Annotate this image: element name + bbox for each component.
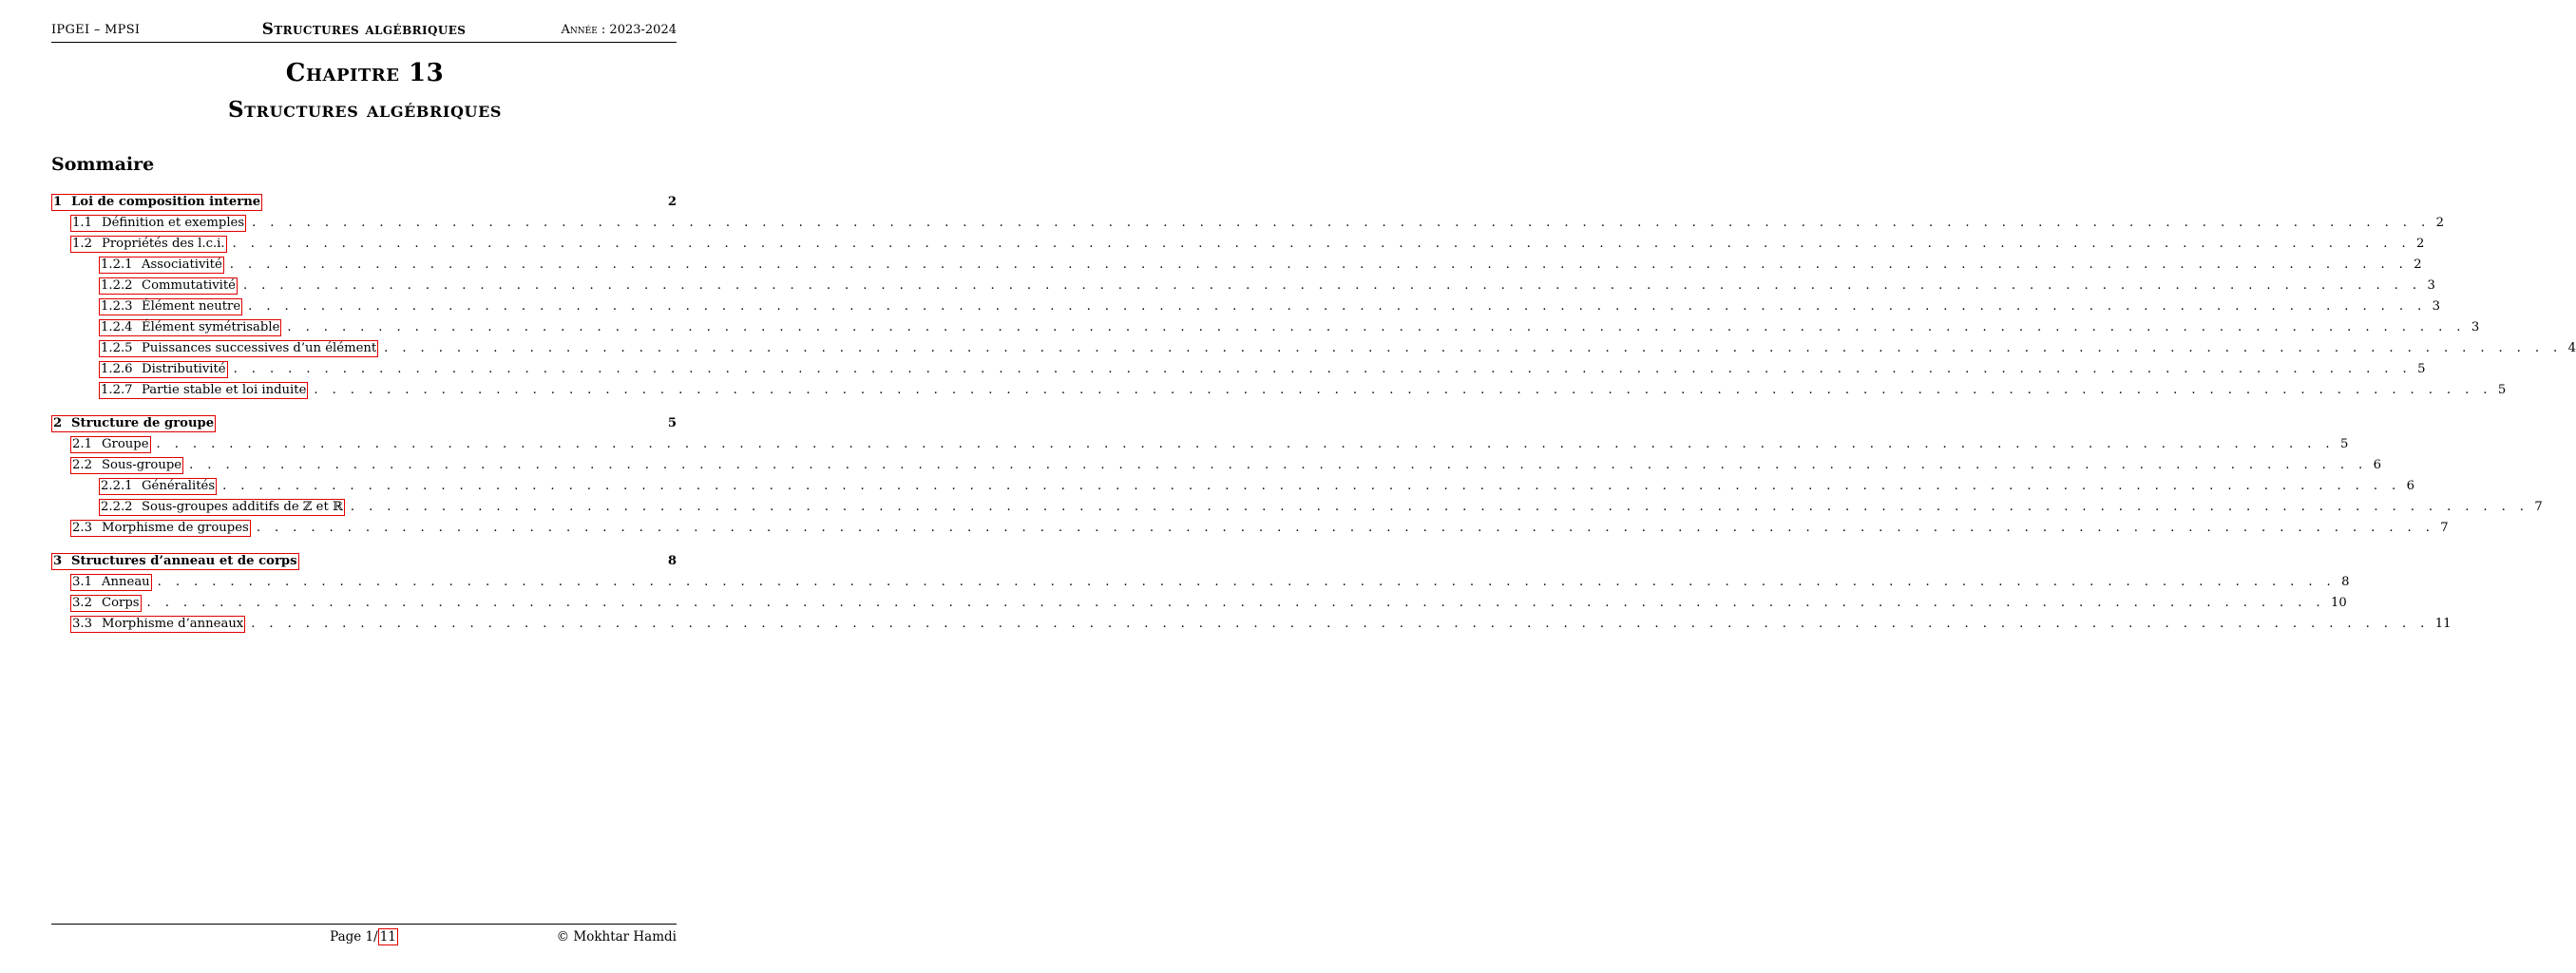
toc-entry-title: Élément neutre (142, 299, 241, 314)
toc-entry-title: Distributivité (142, 362, 226, 376)
toc-section-link[interactable] (51, 553, 299, 570)
page-prefix: Page 1/ (330, 929, 378, 944)
toc-section-row (51, 552, 677, 571)
copyright: © Mokhtar Hamdi (556, 929, 677, 944)
toc-entry-row (51, 498, 2543, 517)
toc-leader-dots: . . . . . . . . . . . . . . . . . . . . . . . . . . . . . . . . . . . . . . . . . . . . . . . . . . . . . . . . . . . . . . . . . . . . . . . . . . . . . . . . . . . . . . . . . . . . . . . . . . . . . . . . . . . . . . . . . . . . . . . . (146, 596, 2326, 610)
toc-entry-number: 2.3 (72, 521, 92, 535)
toc-entry-title: Corps (102, 596, 140, 610)
toc-entry-number: 1.1 (72, 216, 92, 230)
toc-entry-row (51, 477, 2414, 496)
toc-entry-number: 1.2.5 (101, 341, 133, 355)
toc-entry-row (51, 594, 2347, 613)
toc-entry-link[interactable] (99, 499, 345, 516)
toc-entry-number: 2.1 (72, 437, 92, 451)
toc-entry-title: Définition et exemples (102, 216, 245, 230)
total-pages-link[interactable]: 11 (379, 929, 396, 944)
toc-entry-row (51, 435, 2349, 454)
toc-entry-page: 7 (2534, 500, 2543, 514)
toc-entry-page: 6 (2373, 458, 2381, 472)
toc-section-page: 8 (667, 554, 677, 568)
toc-entry-page: 7 (2440, 521, 2449, 535)
toc-section-row (51, 193, 677, 212)
toc-entry-title: Morphisme d’anneaux (102, 617, 244, 631)
toc-entry-number: 1.2.1 (101, 258, 133, 272)
toc-section-title: Structure de groupe (71, 416, 215, 430)
toc-entry-row (51, 360, 2426, 379)
toc-entry-link[interactable] (99, 478, 217, 495)
toc-leader-dots: . . . . . . . . . . . . . . . . . . . . . . . . . . . . . . . . . . . . . . . . . . . . . . . . . . . . . . . . . . . . . . . . . . . . . . . . . . . . . . . . . . . . . . . . . . . . . . . . . . . . . . . . . . . . . . . . . . . . . . . . (229, 258, 2409, 272)
header-year-value: : 2023-2024 (601, 23, 677, 37)
chapter-title: Structures algébriques (227, 97, 503, 123)
toc-entry-number: 2.2.1 (101, 479, 133, 493)
header-year-label: Année (561, 23, 598, 37)
toc-entry-number: 1.2.7 (101, 383, 133, 397)
toc-leader-dots: . . . . . . . . . . . . . . . . . . . . . . . . . . . . . . . . . . . . . . . . . . . . . . . . . . . . . . . . . . . . . . . . . . . . . . . . . . . . . . . . . . . . . . . . . . . . . . . . . . . . . . . . . . . . . . . . . . . . . . . . (252, 216, 2431, 230)
toc-entry-row (51, 214, 2444, 233)
toc-leader-dots: . . . . . . . . . . . . . . . . . . . . . . . . . . . . . . . . . . . . . . . . . . . . . . . . . . . . . . . . . . . . . . . . . . . . . . . . . . . . . . . . . . . . . . . . . . . . . . . . . . . . . . . . . . . . . . . . . . . . . . . . (157, 575, 2337, 589)
toc-entry-page: 10 (2331, 596, 2347, 610)
toc-section-link[interactable] (51, 415, 216, 432)
toc-entry-link[interactable] (99, 382, 308, 399)
toc-entry-link[interactable] (99, 277, 238, 295)
toc-entry-title: Anneau (102, 575, 150, 589)
toc-entry-page: 3 (2432, 299, 2441, 314)
toc-leader-dots: . . . . . . . . . . . . . . . . . . . . . . . . . . . . . . . . . . . . . . . . . . . . . . . . . . . . . . . . . . . . . . . . . . . . . . . . . . . . . . . . . . . . . . . . . . . . . . . . . . . . . . . . . . . . . . . . . . . . . . . . (242, 278, 2422, 293)
toc-entry-title: Associativité (142, 258, 222, 272)
toc-entry-number: 1.2.2 (101, 278, 133, 293)
toc-entry-row (51, 519, 2449, 538)
toc-section-link[interactable] (51, 194, 262, 211)
toc-entry-title: Commutativité (142, 278, 236, 293)
toc-entry-link[interactable] (70, 520, 251, 537)
toc-entry-page: 2 (2435, 216, 2444, 230)
toc-entry-link[interactable] (70, 595, 142, 612)
toc-leader-dots: . . . . . . . . . . . . . . . . . . . . . . . . . . . . . . . . . . . . . . . . . . . . . . . . . . . . . . . . . . . . . . . . . . . . . . . . . . . . . . . . . . . . . . . . . . . . . . . . . . . . . . . . . . . . . . . . . . . . . . . . (384, 341, 2563, 355)
toc-entry-page: 3 (2427, 278, 2435, 293)
toc-leader-dots: . . . . . . . . . . . . . . . . . . . . . . . . . . . . . . . . . . . . . . . . . . . . . . . . . . . . . . . . . . . . . . . . . . . . . . . . . . . . . . . . . . . . . . . . . . . . . . . . . . . . . . . . . . . . . . . . . . . . . . . . (314, 383, 2492, 397)
toc-entry-title: Puissances successives d’un élément (142, 341, 377, 355)
toc-leader-dots: . . . . . . . . . . . . . . . . . . . . . . . . . . . . . . . . . . . . . . . . . . . . . . . . . . . . . . . . . . . . . . . . . . . . . . . . . . . . . . . . . . . . . . . . . . . . . . . . . . . . . . . . . . . . . . . . . . . . . . . . (189, 458, 2368, 472)
toc-leader-dots: . . . . . . . . . . . . . . . . . . . . . . . . . . . . . . . . . . . . . . . . . . . . . . . . . . . . . . . . . . . . . . . . . . . . . . . . . . . . . . . . . . . . . . . . . . . . . . . . . . . . . . . . . . . . . . . . . . . . . . . . (256, 521, 2435, 535)
toc-entry-number: 2.2 (72, 458, 92, 472)
toc-entry-row (51, 339, 2576, 358)
toc-entry-row (51, 256, 2422, 275)
toc-entry-row (51, 318, 2480, 337)
toc-entry-title: Élément symétrisable (142, 320, 280, 334)
toc-entry-number: 3.2 (72, 596, 92, 610)
toc-entry-row (51, 573, 2350, 592)
toc-entry-link[interactable] (99, 257, 224, 274)
toc-entry-number: 1.2.6 (101, 362, 133, 376)
toc-entry-title: Généralités (142, 479, 216, 493)
toc-entry-page: 11 (2434, 617, 2452, 631)
toc-section-page: 5 (667, 416, 677, 430)
header-title: Structures algébriques (261, 20, 467, 39)
toc-section-title: Structures d’anneau et de corps (71, 554, 297, 568)
toc-entry-link[interactable] (70, 436, 151, 453)
toc-entry-row (51, 381, 2507, 400)
toc-entry-page: 5 (2497, 383, 2507, 397)
toc-leader-dots: . . . . . . . . . . . . . . . . . . . . . . . . . . . . . . . . . . . . . . . . . . . . . . . . . . . . . . . . . . . . . . . . . . . . . . . . . . . . . . . . . . . . . . . . . . . . . . . . . . . . . . . . . . . . . . . . . . . . . . . . (156, 437, 2335, 451)
toc-leader-dots: . . . . . . . . . . . . . . . . . . . . . . . . . . . . . . . . . . . . . . . . . . . . . . . . . . . . . . . . . . . . . . . . . . . . . . . . . . . . . . . . . . . . . . . . . . . . . . . . . . . . . . . . . . . . . . . . . . . . . . . . (233, 362, 2413, 376)
page-footer (51, 924, 677, 953)
toc-leader-dots: . . . . . . . . . . . . . . . . . . . . . . . . . . . . . . . . . . . . . . . . . . . . . . . . . . . . . . . . . . . . . . . . . . . . . . . . . . . . . . . . . . . . . . . . . . . . . . . . . . . . . . . . . . . . . . . . . . . . . . . . (251, 617, 2430, 631)
toc-entry-link[interactable] (99, 340, 378, 357)
toc-entry-number: 1.2.3 (101, 299, 133, 314)
toc-section-row (51, 414, 677, 433)
toc-entry-number: 1.2 (72, 237, 92, 251)
toc-entry-link[interactable] (99, 298, 242, 315)
toc-section-title: Loi de composition interne (71, 195, 261, 209)
toc-entry-page: 8 (2341, 575, 2350, 589)
toc-entry-page: 5 (2340, 437, 2349, 451)
toc-entry-title: Sous-groupe (102, 458, 182, 472)
toc-leader-dots: . . . . . . . . . . . . . . . . . . . . . . . . . . . . . . . . . . . . . . . . . . . . . . . . . . . . . . . . . . . . . . . . . . . . . . . . . . . . . . . . . . . . . . . . . . . . . . . . . . . . . . . . . . . . . . . . . . . . . . . . (350, 500, 2529, 514)
toc-entry-page: 3 (2471, 320, 2480, 334)
toc-entry-page: 2 (2416, 237, 2425, 251)
chapter-number: Chapitre 13 (285, 59, 445, 87)
toc-entry-number: 3.3 (72, 617, 92, 631)
summary-heading: Sommaire (51, 154, 155, 175)
toc-entry-link[interactable] (99, 361, 228, 378)
toc-section-number: 1 (53, 195, 63, 209)
toc-entry-link[interactable] (70, 215, 246, 232)
toc-entry-number: 3.1 (72, 575, 92, 589)
toc-entry-page: 5 (2417, 362, 2426, 376)
toc-entry-number: 2.2.2 (101, 500, 133, 514)
toc-entry-title: Partie stable et loi induite (142, 383, 307, 397)
toc-entry-link[interactable] (70, 574, 152, 591)
toc-entry-page: 2 (2414, 258, 2422, 272)
header-year (562, 23, 677, 37)
toc-leader-dots: . . . . . . . . . . . . . . . . . . . . . . . . . . . . . . . . . . . . . . . . . . . . . . . . . . . . . . . . . . . . . . . . . . . . . . . . . . . . . . . . . . . . . . . . . . . . . . . . . . . . . . . . . . . . . . . . . . . . . . . . (287, 320, 2466, 334)
toc-entry-number: 1.2.4 (101, 320, 133, 334)
toc-entry-title: Propriétés des l.c.i. (102, 237, 225, 251)
toc-leader-dots: . . . . . . . . . . . . . . . . . . . . . . . . . . . . . . . . . . . . . . . . . . . . . . . . . . . . . . . . . . . . . . . . . . . . . . . . . . . . . . . . . . . . . . . . . . . . . . . . . . . . . . . . . . . . . . . . . . . . . . . . (232, 237, 2412, 251)
toc-entry-row (51, 297, 2441, 316)
toc-entry-page: 4 (2567, 341, 2576, 355)
toc-entry-row (51, 615, 2452, 634)
toc-entry-link[interactable] (70, 457, 183, 474)
toc-entry-title: Groupe (102, 437, 149, 451)
toc-section-page: 2 (667, 195, 677, 209)
header-institution: IPGEI – MPSI (51, 23, 141, 37)
toc-entry-title: Sous-groupes additifs de ℤ et ℝ (142, 500, 343, 514)
toc-section-number: 3 (53, 554, 63, 568)
toc-leader-dots: . . . . . . . . . . . . . . . . . . . . . . . . . . . . . . . . . . . . . . . . . . . . . . . . . . . . . . . . . . . . . . . . . . . . . . . . . . . . . . . . . . . . . . . . . . . . . . . . . . . . . . . . . . . . . . . . . . . . . . . . (248, 299, 2427, 314)
toc-leader-dots: . . . . . . . . . . . . . . . . . . . . . . . . . . . . . . . . . . . . . . . . . . . . . . . . . . . . . . . . . . . . . . . . . . . . . . . . . . . . . . . . . . . . . . . . . . . . . . . . . . . . . . . . . . . . . . . . . . . . . . . . (222, 479, 2401, 493)
toc-entry-row (51, 456, 2381, 475)
toc-section-number: 2 (53, 416, 63, 430)
toc-entry-title: Morphisme de groupes (102, 521, 249, 535)
toc-entry-row (51, 277, 2435, 296)
toc-entry-link[interactable] (70, 236, 227, 253)
toc-entry-link[interactable] (99, 319, 281, 336)
toc-entry-link[interactable] (70, 616, 245, 633)
toc-entry-row (51, 235, 2425, 254)
toc-entry-page: 6 (2406, 479, 2414, 493)
page-header (51, 20, 677, 43)
